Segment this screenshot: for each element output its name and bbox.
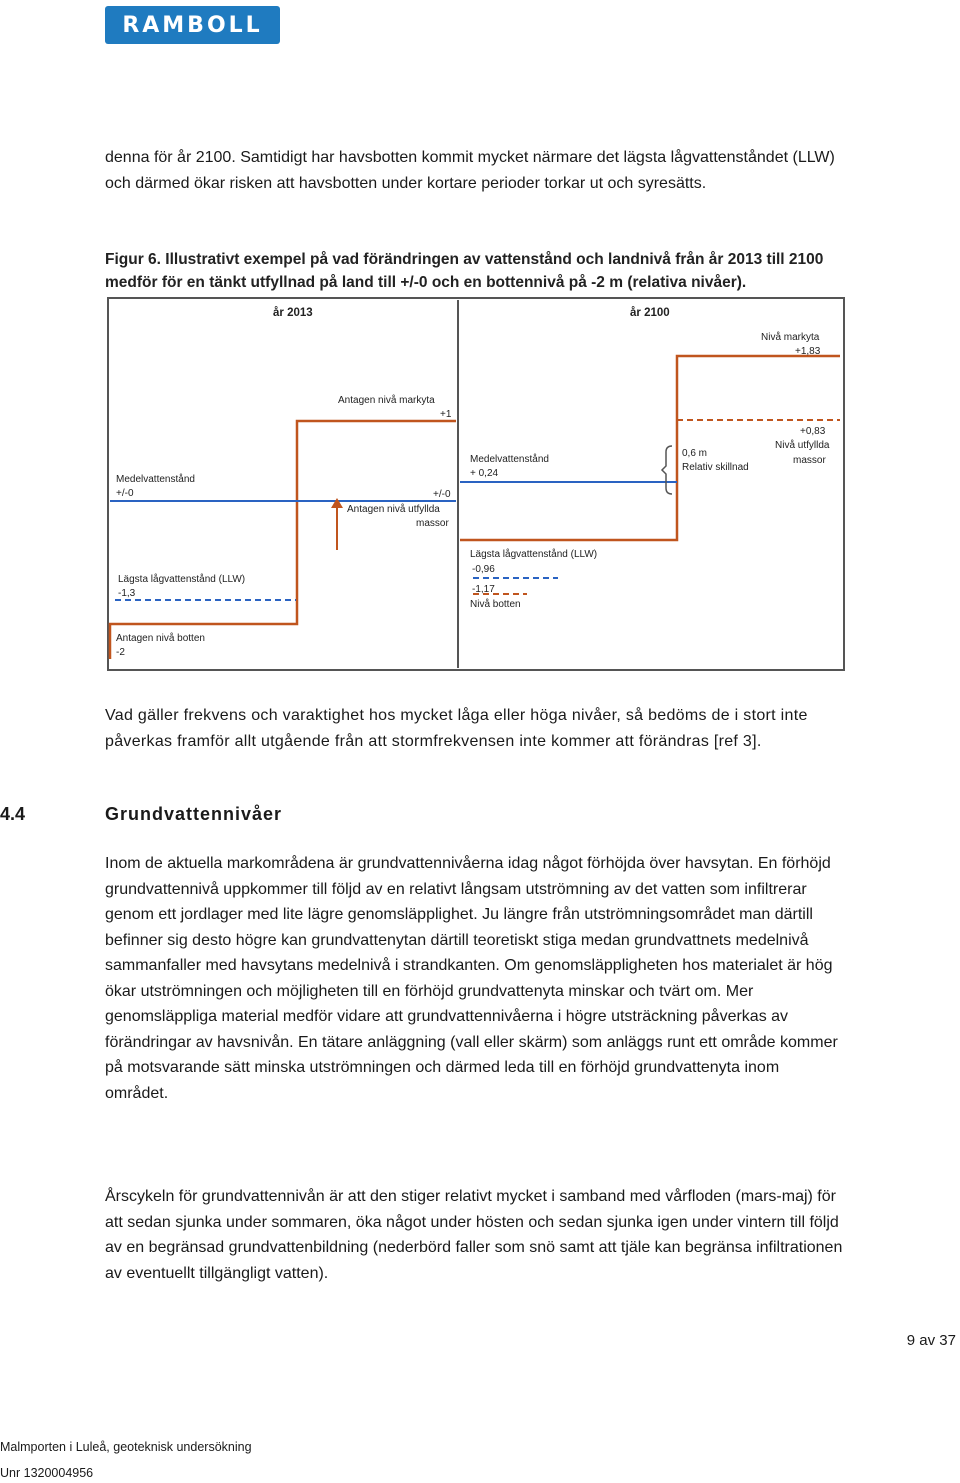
assumed-fill-label-2: massor	[416, 518, 449, 529]
fill-2100-label: Nivå utfyllda	[775, 440, 830, 451]
llw-2100-value: -0,96	[472, 564, 495, 575]
intro-paragraph: denna för år 2100. Samtidigt har havsbotten kommit mycket närmare det lägsta lågvattenståndet (LLW) och därmed ökar risken att havsbotten under kortare perioder torkar ut och syresätts.	[105, 149, 835, 192]
footer-unr: Unr 1320004956	[0, 1466, 94, 1480]
page-number: 9 av 37	[906, 1332, 956, 1349]
fill-2100-label-2: massor	[793, 455, 826, 466]
logo-text: RAMBOLL	[122, 12, 263, 38]
llw-2100-label: Lägsta lågvattenstånd (LLW)	[470, 549, 598, 560]
relative-difference-label: Relativ skillnad	[682, 462, 749, 473]
bottom-2100-label: Nivå botten	[470, 599, 521, 610]
year-right: år 2100	[630, 307, 670, 319]
fill-2013-value: +/-0	[433, 489, 451, 500]
footer-project: Malmporten i Luleå, geoteknisk undersökning	[0, 1440, 252, 1454]
assumed-ground-2013-value: +1	[440, 409, 452, 420]
llw-2013-value: -1,3	[118, 588, 136, 599]
paragraph-annual-cycle: Årscykeln för grundvattennivån är att den stiger relativt mycket i samband med vårfloden (mars-maj) för att sedan sjunka under sommaren, öka något under hösten och sedan sjunka igen under vintern till följd av en begränsad grundvattenbildning (nederbörd faller som snö samt att tjäle kan begränsa infiltrationen av eventuellt tillgängligt vatten).	[105, 1188, 843, 1282]
assumed-fill-label: Antagen nivå utfyllda	[347, 504, 440, 515]
mean-water-2100-label: Medelvattenstånd	[470, 454, 549, 465]
fill-2100-value: +0,83	[800, 426, 826, 437]
mean-water-2100-value: + 0,24	[470, 468, 499, 479]
water-level-diagram	[0, 0, 960, 680]
llw-2013-label: Lägsta lågvattenstånd (LLW)	[118, 574, 246, 585]
bottom-2013-label: Antagen nivå botten	[116, 633, 205, 644]
assumed-ground-2013-label: Antagen nivå markyta	[338, 395, 435, 406]
ground-2100-value: +1,83	[795, 346, 821, 357]
year-left: år 2013	[273, 307, 313, 319]
figure-caption: Figur 6. Illustrativt exempel på vad förändringen av vattenstånd och landnivå från år 2013 till 2100 medför för en tänkt utfyllnad på land till +/-0 och en bottennivå på -2 m (relativa nivåer).	[105, 251, 824, 291]
section-number: 4.4	[0, 804, 26, 824]
bottom-2013-value: -2	[116, 647, 125, 658]
mean-water-2013-value: +/-0	[116, 488, 134, 499]
mean-water-2013-label: Medelvattenstånd	[116, 474, 195, 485]
ground-2100-label: Nivå markyta	[761, 332, 820, 343]
section-title: Grundvattennivåer	[105, 804, 283, 824]
diagram-frame	[108, 298, 844, 670]
bottom-2100-value: -1,17	[472, 584, 495, 595]
paragraph-frequency: Vad gäller frekvens och varaktighet hos mycket låga eller höga nivåer, så bedöms de i stort inte påverkas framför allt utgående från att stormfrekvensen inte kommer att förändras [ref 3].	[105, 707, 808, 750]
paragraph-groundwater: Inom de aktuella markområdena är grundvattennivåerna idag något förhöjda över havsytan. En förhöjd grundvattennivå uppkommer till följd av en relativt långsam utströmning av det vatten som infiltrerar genom ett jordlager med lite lägre genomsläpplighet. Ju längre från utströmningsområdet man därtill befinner sig desto högre kan grundvattenytan därtill teoretiskt stiga medan grundvattnets medelnivå sammanfaller med havsytans medelnivå i strandkanten. Om genomsläppligheten hos materialet är hög ökar utströmningen och möjligheten till en förhöjd grundvattenyta minskar och tvärt om. Mer genomsläppliga material medför vidare att grundvattennivåerna i högre utsträckning påverkas av förändringar av havsnivån. En tätare anläggning (vall eller skärm) som anläggs runt ett område kommer på motsvarande sätt minska utströmningen och därmed leda till en förhöjd grundvattenyta inom området.	[105, 855, 838, 1102]
relative-difference-value: 0,6 m	[682, 448, 708, 459]
